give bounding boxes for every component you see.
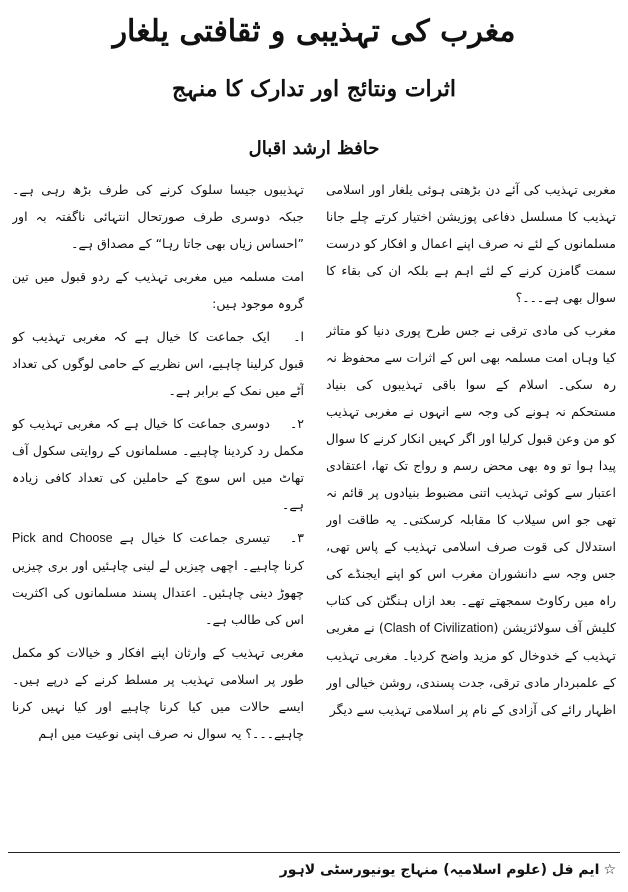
text-column-right bbox=[326, 176, 616, 848]
list-item-number: ۲۔ bbox=[289, 416, 304, 431]
paragraph bbox=[326, 317, 616, 723]
paragraph: مغربی تہذیب کے وارثان اپنے افکار و خیالات کو مکمل طور پر اسلامی تہذیب پر مسلط کرنے کے درپے ہیں۔ ایسے حالات میں کیا کرنا چاہیے اور کیا نہیں کرنا چاہیے۔۔۔؟ یہ سوال نہ صرف اپنی نوعیت میں اہم bbox=[12, 645, 304, 741]
paragraph: امت مسلمہ میں مغربی تہذیب کے ردو قبول میں تین گروہ موجود ہیں: bbox=[12, 269, 304, 311]
footnote-text: ایم فل (علوم اسلامیہ) منہاج یونیورسٹی لاہور bbox=[279, 862, 600, 878]
text-column-left bbox=[12, 176, 304, 848]
list-item bbox=[12, 524, 304, 633]
author-footnote bbox=[12, 858, 616, 882]
footnote-divider bbox=[8, 852, 620, 853]
list-item bbox=[12, 410, 304, 518]
list-item-text: کرنا چاہیے۔ اچھی چیزیں لے لینی چاہئیں اور بری چیزیں چھوڑ دینی چاہئیں۔ اعتدال پسند مسلمانوں کی اکثریت اس کی طالب ہے۔ bbox=[12, 558, 304, 627]
paragraph: مغربی تہذیب کی آئے دن بڑھتی ہوئی یلغار اور اسلامی تہذیب کا مسلسل دفاعی پوزیشن اختیار کرتے چلے جانا مسلمانوں کے لئے نہ صرف اپنے اعمال و افکار کو درست سمت گامزن کرنے کے لئے اہم ہے بلکہ ان کی بقاء کا سوال بھی ہے۔۔۔؟ bbox=[326, 182, 616, 305]
article-subtitle: اثرات ونتائج اور تدارک کا منہج bbox=[171, 76, 457, 102]
paragraph: تہذیبوں جیسا سلوک کرنے کی طرف بڑھ رہی ہے۔ جبکہ دوسری طرف صورتحال انتہائی ناگفتہ بہ اور ”احساس زیاں بھی جاتا رہا“ کے مصداق ہے۔ bbox=[12, 182, 304, 251]
list-item bbox=[12, 323, 304, 404]
list-item-text: دوسری جماعت کا خیال ہے کہ مغربی تہذیب کو مکمل رد کردینا چاہیے۔ مسلمانوں کے روایتی سکول آف تھاٹ میں اس سوچ کے حاملین کی تعداد کافی زیادہ ہے۔ bbox=[12, 416, 304, 512]
list-item-text: تیسری جماعت کا خیال ہے bbox=[119, 530, 270, 545]
latin-term: Clash of Civilization bbox=[383, 621, 494, 635]
article-author: حافظ ارشد اقبال bbox=[248, 138, 380, 159]
list-item-number: ا۔ bbox=[293, 329, 304, 344]
star-icon: ☆ bbox=[603, 862, 616, 878]
article-title: مغرب کی تہذیبی و ثقافتی یلغار bbox=[112, 14, 516, 49]
paragraph-text: ) نے مغربی تہذیب کے خدوخال کو مزید واضح کردیا۔ مغربی تہذیب کے علمبردار مادی ترقی، جدت پسندی، روشن خیالی اور اظہار رائے کی آزادی کے نام پر اسلامی تہذیب سے دیگر bbox=[326, 620, 616, 717]
paragraph-text: مغرب کی مادی ترقی نے جس طرح پوری دنیا کو متاثر کیا وہاں امت مسلمہ بھی اس کے اثرات سے محفوظ نہ رہ سکی۔ اسلام کے سوا باقی تہذیبوں کی بنیاد مستحکم نہ ہونے کی وجہ سے انہوں نے مغربی تہذیب کو من وعن قبول کرلیا اور اگر کہیں انکار کرنے کا سوال پیدا ہوا تو وہ بھی محض رسم و رواج تک تھا، اعتقادی اعتبار سے کوئی تہذیب اتنی مضبوط بنیادوں پر قائم نہ تھی جو اس سیلاب کا مقابلہ کرسکتی۔ یہ طاقت اور استدلال کی قوت صرف اسلامی تہذیب کے پاس تھی، جس وجہ سے دانشوران مغرب اس کو اپنے ایجنڈے کی راہ میں رکاوٹ سمجھتے تھے۔ بعد ازاں ہنگٹن کی کتاب کلیش آف سولائزیشن ( bbox=[326, 323, 616, 635]
list-item-text: ایک جماعت کا خیال ہے کہ مغربی تہذیب کو قبول کرلینا چاہیے، اس نظریے کے حامی لوگوں کی تعداد آٹے میں نمک کے برابر ہے۔ bbox=[12, 329, 304, 398]
list-item-number: ۳۔ bbox=[289, 530, 304, 545]
latin-term: Pick and Choose bbox=[12, 531, 113, 545]
